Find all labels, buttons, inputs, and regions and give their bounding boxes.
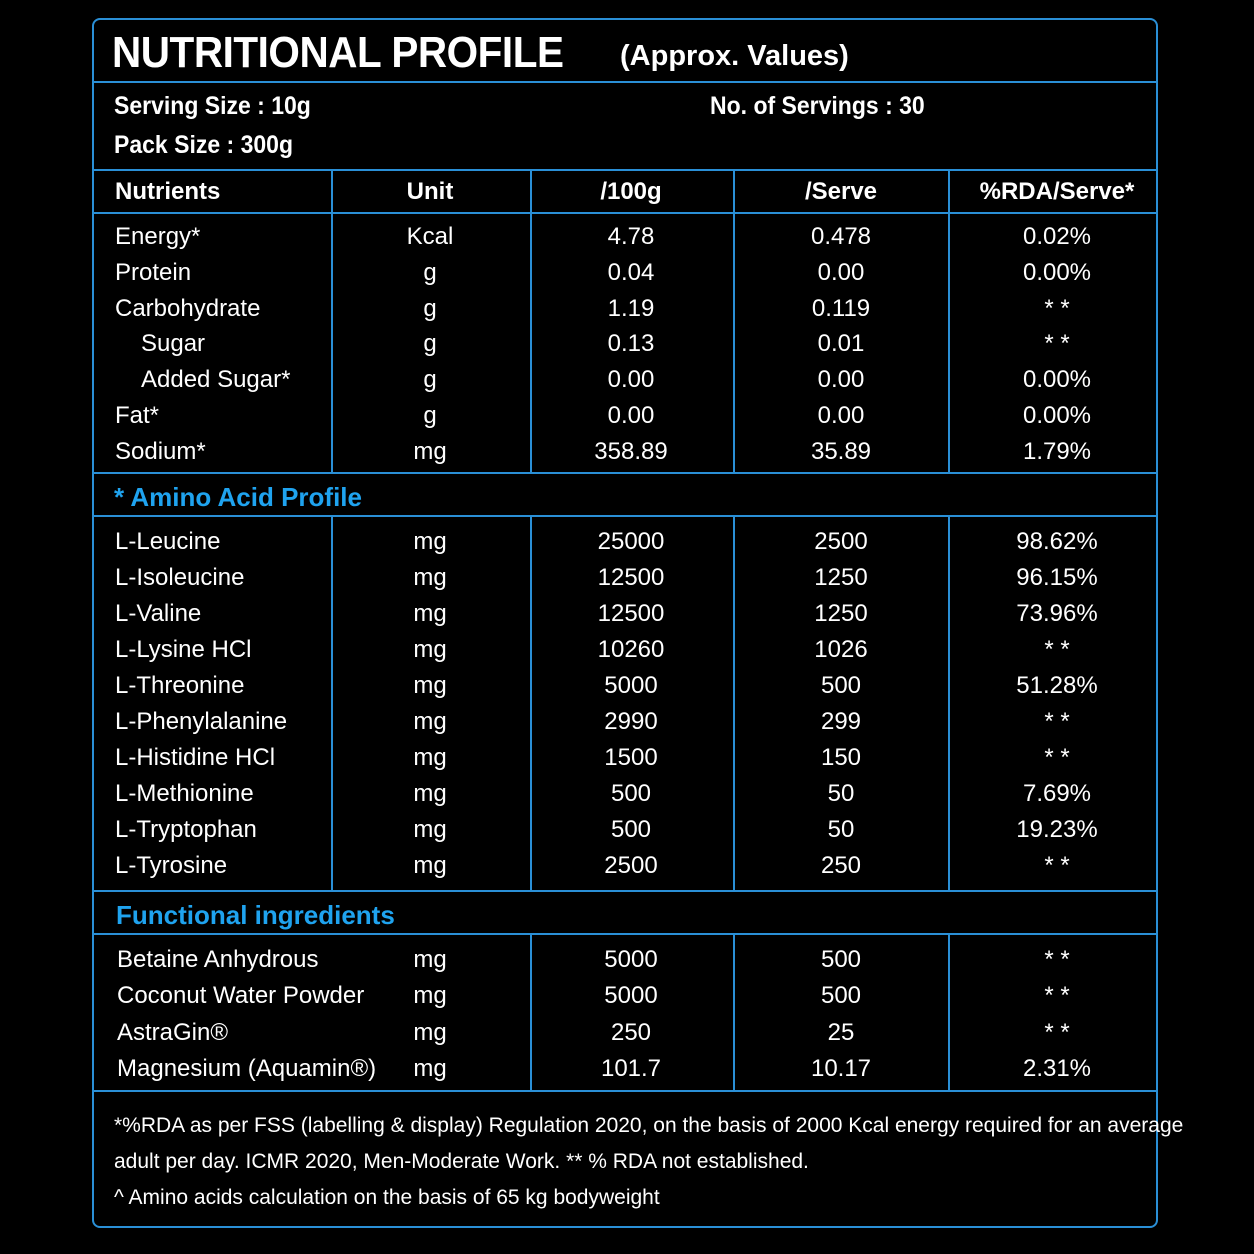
value-per-serve: 250 [820,852,862,879]
value-per-serve: 500 [820,982,862,1010]
value-rda: * * [1044,946,1070,973]
value-rda: 0.02% [1022,223,1092,250]
value-rda: 2.31% [1022,1054,1092,1082]
value-rda: 96.15% [1016,564,1098,591]
nutrient-name: L-Valine [115,600,202,627]
value-per-serve: 0.119 [811,294,871,322]
value-per-serve: 50 [827,780,855,807]
column-divider [530,934,532,1090]
value-per-100g: 5000 [604,672,658,699]
nutrient-name: AstraGin® [117,1018,229,1046]
footnote-line: *%RDA as per FSS (labelling & display) Regulation 2020, on the basis of 2000 Kcal energy required for an average [114,1114,1184,1137]
column-divider [331,170,333,472]
nutrient-name: L-Threonine [115,672,245,699]
nutrient-unit: mg [413,780,447,807]
nutrient-name: L-Phenylalanine [115,708,288,735]
nutrient-name: Protein [115,258,192,286]
value-rda: * * [1044,708,1070,735]
divider [94,81,1156,83]
value-per-serve: 0.00 [817,402,865,429]
value-per-100g: 2990 [604,708,658,735]
column-divider [733,934,735,1090]
nutrient-name: L-Lysine HCl [115,636,252,663]
value-per-serve: 35.89 [810,437,872,465]
amino-acid-section-title: * Amino Acid Profile [114,482,362,512]
value-per-100g: 500 [610,816,652,843]
nutrient-name: Added Sugar* [141,366,291,394]
nutrient-name: Carbohydrate [115,294,261,322]
pack-size: Pack Size : 300g [114,131,293,159]
nutrient-name: L-Methionine [115,780,254,807]
value-per-serve: 0.478 [810,223,872,250]
serving-size: Serving Size : 10g [114,92,311,120]
nutrient-unit: mg [413,1018,447,1046]
value-rda: * * [1044,636,1070,663]
value-per-100g: 0.00 [607,402,655,429]
nutrition-panel [92,18,1184,1228]
value-per-100g: 1500 [604,744,658,771]
column-divider [331,516,333,890]
header-rda: %RDA/Serve* [979,178,1135,205]
nutrient-unit: g [423,294,437,322]
nutrient-unit: g [423,366,437,394]
value-per-serve: 2500 [814,528,868,555]
value-per-serve: 299 [820,708,862,735]
column-divider [733,516,735,890]
value-rda: 0.00% [1022,258,1092,286]
divider [94,933,1156,935]
header-unit: Unit [406,178,454,205]
value-rda: * * [1044,852,1070,879]
value-rda: 0.00% [1022,402,1092,429]
divider [94,1090,1156,1092]
column-divider [948,934,950,1090]
nutrient-unit: mg [413,672,447,699]
value-per-100g: 25000 [597,528,665,555]
value-rda: * * [1044,330,1070,358]
value-per-100g: 0.00 [607,366,655,394]
column-divider [733,170,735,472]
value-per-serve: 50 [827,816,855,843]
value-rda: 51.28% [1016,672,1098,699]
nutrient-name: L-Leucine [115,528,221,555]
page-title: NUTRITIONAL PROFILE [112,28,564,77]
value-per-100g: 101.7 [600,1054,662,1082]
value-rda: 0.00% [1022,366,1092,394]
value-per-100g: 358.89 [594,437,668,465]
value-rda: * * [1044,744,1070,771]
nutrient-unit: mg [413,1054,447,1082]
value-per-serve: 10.17 [810,1054,872,1082]
value-per-100g: 0.13 [607,330,655,358]
nutrient-unit: g [423,258,437,286]
nutrient-unit: mg [413,437,447,465]
value-per-serve: 500 [820,672,862,699]
value-per-100g: 5000 [604,946,658,973]
nutrient-name: L-Tyrosine [115,852,228,879]
nutrient-unit: mg [413,852,447,879]
nutrient-name: Coconut Water Powder [117,982,365,1010]
value-rda: 73.96% [1016,600,1098,627]
value-per-100g: 250 [610,1018,652,1046]
nutrient-name: Magnesium (Aquamin®) [117,1054,377,1082]
column-divider [948,170,950,472]
nutrient-unit: mg [413,636,447,663]
value-per-serve: 150 [820,744,862,771]
value-per-serve: 0.01 [817,330,865,358]
value-per-serve: 1250 [814,564,868,591]
value-per-serve: 0.00 [817,366,865,394]
value-per-100g: 12500 [597,600,665,627]
divider [94,890,1156,892]
nutrient-unit: mg [413,564,447,591]
value-rda: 7.69% [1022,780,1092,807]
value-per-100g: 4.78 [607,223,655,250]
value-per-100g: 500 [610,780,652,807]
divider [94,212,1156,214]
nutrient-name: L-Tryptophan [115,816,257,843]
nutrient-unit: g [423,330,437,358]
value-rda: * * [1044,982,1070,1010]
column-divider [948,516,950,890]
page-title-row [112,28,849,78]
value-per-100g: 1.19 [607,294,655,322]
value-per-serve: 1250 [814,600,868,627]
value-per-100g: 10260 [597,636,665,663]
value-per-100g: 12500 [597,564,665,591]
nutrient-unit: mg [413,528,447,555]
divider [94,515,1156,517]
nutrient-unit: g [423,402,437,429]
value-per-serve: 0.00 [817,258,865,286]
nutrient-name: Fat* [115,402,160,429]
column-divider [530,516,532,890]
nutrient-name: Sugar [141,330,206,358]
nutrient-unit: Kcal [406,223,454,250]
column-divider [530,170,532,472]
nutrient-name: L-Histidine HCl [115,744,276,771]
value-rda: 98.62% [1016,528,1098,555]
value-per-100g: 2500 [604,852,658,879]
nutrient-unit: mg [413,708,447,735]
servings-count: No. of Servings : 30 [710,92,925,120]
value-rda: * * [1044,294,1070,322]
nutrient-name: L-Isoleucine [115,564,245,591]
header-per-100g: /100g [600,178,662,205]
divider [94,472,1156,474]
footnote-line: ^ Amino acids calculation on the basis of 65 kg bodyweight [114,1186,660,1209]
nutrient-unit: mg [413,982,447,1010]
header-per-serve: /Serve [804,178,878,205]
value-per-serve: 1026 [814,636,868,663]
value-per-100g: 5000 [604,982,658,1010]
nutrient-name: Betaine Anhydrous [117,946,319,973]
value-rda: * * [1044,1018,1070,1046]
value-per-100g: 0.04 [607,258,655,286]
footnote-line: adult per day. ICMR 2020, Men-Moderate Work. ** % RDA not established. [114,1150,809,1173]
divider [94,169,1156,171]
page-subtitle: (Approx. Values) [620,40,849,72]
nutrient-name: Energy* [115,223,201,250]
nutrient-unit: mg [413,816,447,843]
value-per-serve: 25 [827,1018,855,1046]
nutrient-unit: mg [413,744,447,771]
nutrient-name: Sodium* [115,437,206,465]
functional-section-title: Functional ingredients [116,900,395,930]
value-rda: 19.23% [1016,816,1098,843]
value-per-serve: 500 [820,946,862,973]
nutrient-unit: mg [413,946,447,973]
header-nutrients: Nutrients [115,178,221,205]
value-rda: 1.79% [1022,437,1092,465]
nutrient-unit: mg [413,600,447,627]
